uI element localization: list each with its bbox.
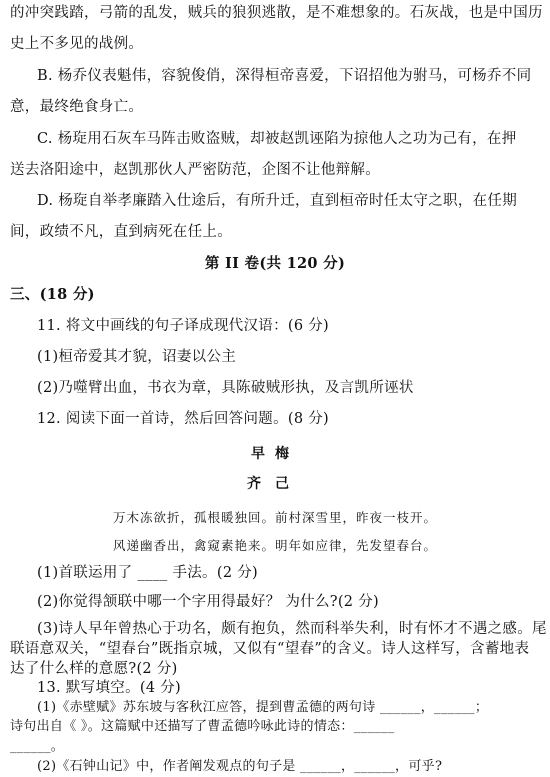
question-11-part-1: (1)桓帝爱其才貌，诏妻以公主 — [37, 349, 237, 365]
question-12: 12. 阅读下面一首诗，然后回答问题。(8 分) — [37, 411, 330, 427]
answer-a-text-continued: 的冲突践踏，弓箭的乱发，贼兵的狼狈逃散，是不难想象的。石灰战，也是中国历 — [10, 5, 543, 21]
question-13-part-2: (2)《石钟山记》中，作者阐发观点的句子是 ______，______，可乎? — [37, 759, 443, 774]
poem-title: 早梅 — [251, 446, 299, 462]
option-d-text-end: 间，政绩不凡，直到病死在任上。 — [10, 224, 232, 240]
poem-line-1: 万木冻欲折，孤根暖独回。前村深雪里，昨夜一枝开。 — [112, 510, 437, 525]
poem-line-2: 风递幽香出，禽窥素艳来。明年如应律，先发望春台。 — [112, 538, 437, 553]
volume-two-heading: 第 II 卷(共 120 分) — [204, 255, 346, 272]
section-three-heading: 三、(18 分) — [10, 286, 95, 303]
question-13: 13. 默写填空。(4 分) — [37, 680, 182, 696]
option-b-text: B. 杨乔仪表魁伟，容貌俊俏，深得桓帝喜爱，下诏招他为驸马，可杨乔不同 — [37, 68, 532, 84]
question-12-part-3: (3)诗人早年曾热心于功名，颇有抱负，然而科举失利，时有怀才不遇之感。尾 — [37, 621, 547, 637]
answer-a-text-end: 史上不多见的战例。 — [10, 36, 144, 52]
question-13-part-1: (1)《赤壁赋》苏东坡与客秋江应答，提到曹孟德的两句诗 ______，______； — [37, 700, 489, 715]
question-11-part-2: (2)乃噬臂出血，书衣为章，具陈破贼形执，及言凯所诬状 — [37, 380, 414, 396]
question-13-part-1-cont: 诗句出自《 》。这篇赋中还描写了曹孟德吟咏此诗的情态：______ — [10, 719, 395, 734]
poem-author: 齐己 — [247, 476, 303, 492]
option-c-text-end: 送去洛阳途中，赵凯那伙人严密防范，企图不让他辩解。 — [10, 162, 380, 178]
question-11: 11. 将文中画线的句子译成现代汉语：(6 分) — [37, 318, 330, 334]
question-12-part-1: (1)首联运用了 ____ 手法。(2 分) — [37, 565, 259, 581]
option-c-text: C. 杨琁用石灰车马阵击败盗贼，却被赵凯诬陷为掠他人之功为己有，在押 — [37, 131, 517, 147]
question-12-part-3-cont: 联语意双关，“望春台”既指京城，又似有“望春”的含义。诗人这样写，含蓄地表 — [10, 641, 530, 657]
question-12-part-2: (2)你觉得颔联中哪一个字用得最好？ 为什么?(2 分) — [37, 594, 379, 610]
option-d-text: D. 杨琁自举孝廉踏入仕途后，有所升迁，直到桓帝时任太守之职，在任期 — [37, 193, 518, 209]
option-b-text-end: 意，最终绝食身亡。 — [10, 99, 144, 115]
question-12-part-3-end: 达了什么样的意愿?(2 分) — [10, 661, 178, 677]
question-13-part-1-end: ______。 — [10, 739, 65, 754]
